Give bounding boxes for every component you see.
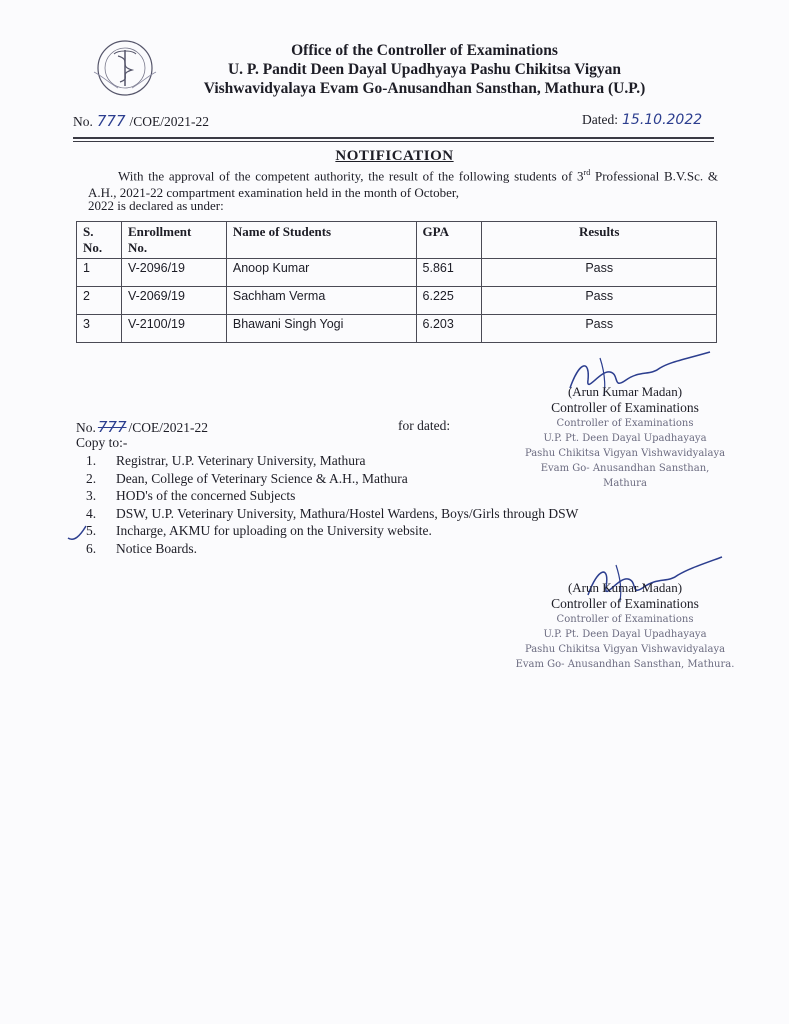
reference-no-label: No. [73,114,93,129]
reference-no-suffix: /COE/2021-22 [129,114,210,129]
official-stamp: Controller of Examinations U.P. Pt. Deen Dayal Upadhayaya Pashu Chikitsa Vigyan Vishwavidyalaya Evam Go- Anusandhan Sansthan, Mathura [524,418,726,489]
dated-handwritten: 15.10.2022 [622,112,703,128]
copy-to-label: Copy to:- [76,435,128,450]
handwritten-tick-icon [66,522,88,544]
notification-intro [88,165,718,201]
dated-label: Dated: [582,112,618,127]
official-stamp: Controller of Examinations U.P. Pt. Deen Dayal Upadhayaya Pashu Chikitsa Vigyan Vishwavidyalaya Evam Go- Anusandhan Sansthan, Mathura. [515,614,735,670]
header-university-line1: U. P. Pandit Deen Dayal Upadhyaya Pashu Chikitsa Vigyan [227,61,622,78]
col-header-enrollment: Enrollment No. [121,222,226,259]
reference-no-handwritten: 777 [96,112,126,130]
col-header-results: Results [482,222,717,259]
header-university-line2: Vishwavidyalaya Evam Go-Anusandhan Sansthan, Mathura (U.P.) [203,80,646,97]
signatory-designation: Controller of Examinations [551,400,699,415]
signatory-name: (Arun Kumar Madan) [567,580,683,595]
cell-result: Pass [482,259,717,287]
intro-text-1: With the approval of the competent authority, the result of the following students of 3 [118,168,584,184]
cell-sno: 3 [77,315,122,343]
list-item: 1. Registrar, U.P. Veterinary University, Mathura [86,453,366,468]
header-rule-thick [73,137,714,139]
cell-result: Pass [482,315,717,343]
copy-list [86,452,578,557]
copy-reference-number [76,418,208,436]
cell-gpa: 6.203 [416,315,482,343]
copy-for-dated: for dated: [398,418,451,433]
list-item: 3. HOD's of the concerned Subjects [86,488,296,503]
header-office: Office of the Controller of Examinations [291,42,558,59]
copy-no-suffix: /COE/2021-22 [128,420,209,435]
cell-name: Bhawani Singh Yogi [226,315,416,343]
table-row [77,287,717,315]
col-header-gpa: GPA [416,222,482,259]
header-rule-thin [73,141,714,142]
table-row [77,259,717,287]
copy-no-handwritten: 777 [97,418,127,436]
results-table [76,221,717,343]
list-item: 5. Incharge, AKMU for uploading on the University website. [86,523,432,538]
table-row [77,315,717,343]
reference-date [582,112,702,128]
cell-name: Anoop Kumar [226,259,416,287]
copy-no-label: No. [76,420,96,435]
list-item: 2. Dean, College of Veterinary Science & A.H., Mathura [86,470,408,486]
col-header-name: Name of Students [226,222,416,259]
cell-gpa: 6.225 [416,287,482,315]
cell-enrollment: V-2096/19 [121,259,226,287]
signature-block-2 [505,580,745,672]
signatory-designation: Controller of Examinations [551,596,699,611]
intro-superscript: rd [583,168,591,177]
list-item: 4. DSW, U.P. Veterinary University, Mathura/Hostel Wardens, Boys/Girls through DSW [86,505,579,521]
notification-intro-last: 2022 is declared as under: [88,198,224,213]
cell-enrollment: V-2100/19 [121,315,226,343]
col-header-sno: S. No. [77,222,122,259]
intro-text-2: Professional B.V.Sc. & A.H., 2021-22 compartment examination held in the month of October, [88,168,718,200]
reference-number [73,112,209,130]
cell-enrollment: V-2069/19 [121,287,226,315]
cell-gpa: 5.861 [416,259,482,287]
cell-sno: 1 [77,259,122,287]
list-item: 6. Notice Boards. [86,540,197,556]
cell-name: Sachham Verma [226,287,416,315]
results-header-row [77,222,717,259]
signatory-name: (Arun Kumar Madan) [567,384,683,399]
notification-title: NOTIFICATION [335,148,454,164]
cell-sno: 2 [77,287,122,315]
cell-result: Pass [482,287,717,315]
